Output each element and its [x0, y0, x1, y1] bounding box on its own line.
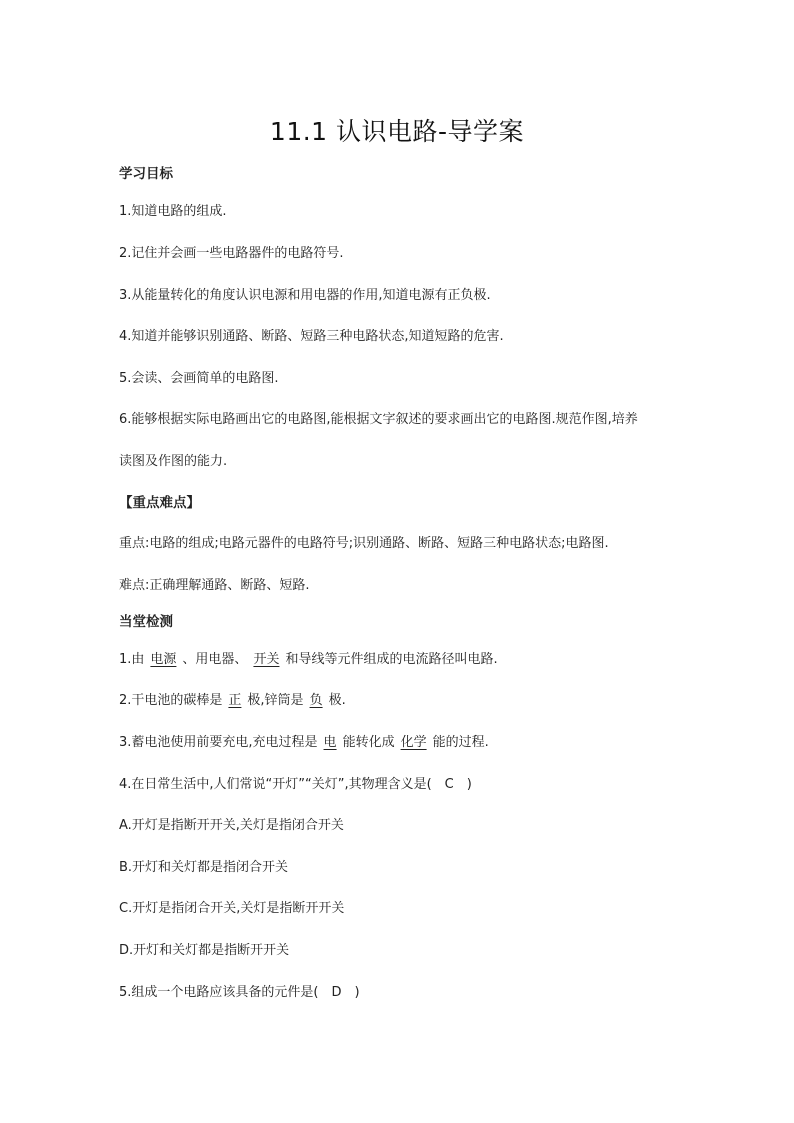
page-title: 11.1 认识电路-导学案: [269, 117, 525, 146]
question-text: 能的过程.: [432, 735, 489, 750]
objective-item: 6.能够根据实际电路画出它的电路图,能根据文字叙述的要求画出它的电路图.规范作图,培养: [119, 412, 638, 427]
option-d: D.开灯和关灯都是指断开开关: [119, 943, 290, 958]
question-text: 2.干电池的碳棒是: [119, 693, 223, 708]
answer-blank: 化学: [400, 735, 427, 750]
difficulties-text: 难点:正确理解通路、断路、短路.: [119, 578, 310, 593]
question-text: 能转化成: [342, 735, 395, 750]
question-text: 、用电器、: [182, 652, 248, 667]
answer-blank: 负: [309, 693, 323, 708]
key-points-text: 重点:电路的组成;电路元器件的电路符号;识别通路、断路、短路三种电路状态;电路图.: [119, 536, 609, 551]
question-3: [119, 734, 699, 752]
objective-item: 3.从能量转化的角度认识电源和用电器的作用,知道电源有正负极.: [119, 288, 491, 303]
question-2: [119, 692, 699, 710]
answer-blank: 开关: [253, 652, 280, 667]
question-text: 1.由: [119, 652, 145, 667]
question-text: 3.蓄电池使用前要充电,充电过程是: [119, 735, 318, 750]
answer-blank: 正: [228, 693, 242, 708]
objective-item: 1.知道电路的组成.: [119, 204, 227, 219]
question-text: 极.: [328, 693, 346, 708]
section-heading-check: 当堂检测: [119, 614, 173, 630]
answer-blank: 电源: [150, 652, 177, 667]
option-c: C.开灯是指闭合开关,关灯是指断开开关: [119, 901, 345, 916]
objective-item: 2.记住并会画一些电路器件的电路符号.: [119, 246, 344, 261]
option-b: B.开灯和关灯都是指闭合开关: [119, 860, 289, 875]
answer-blank: 电: [323, 735, 337, 750]
objective-item: 4.知道并能够识别通路、断路、短路三种电路状态,知道短路的危害.: [119, 329, 504, 344]
option-a: A.开灯是指断开开关,关灯是指闭合开关: [119, 818, 344, 833]
question-4: 4.在日常生活中,人们常说“开灯”“关灯”,其物理含义是( C ): [119, 777, 472, 792]
section-heading-objectives: 学习目标: [119, 166, 173, 182]
question-text: 极,锌筒是: [247, 693, 304, 708]
section-heading-key-points: 【重点难点】: [119, 495, 200, 511]
objective-item: 5.会读、会画简单的电路图.: [119, 371, 279, 386]
objective-item-continued: 读图及作图的能力.: [119, 454, 228, 469]
question-text: 和导线等元件组成的电流路径叫电路.: [285, 652, 498, 667]
question-5: 5.组成一个电路应该具备的元件是( D ): [119, 985, 360, 1000]
question-1: [119, 651, 699, 669]
